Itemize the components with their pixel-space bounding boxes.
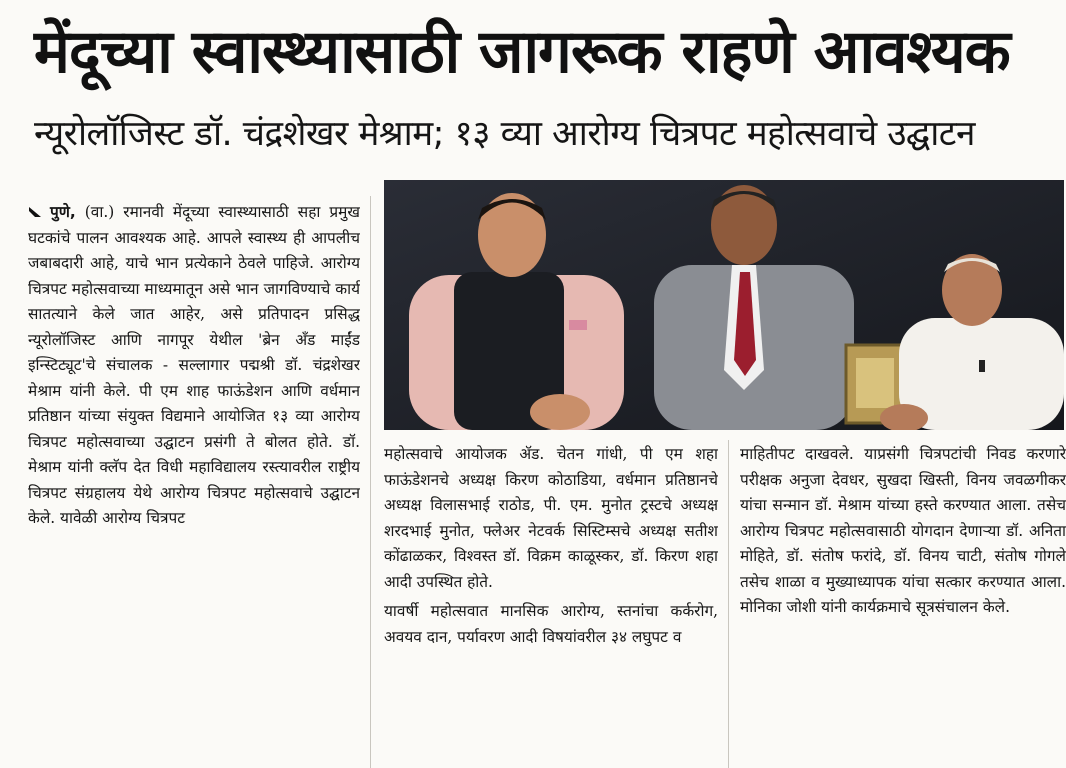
- event-photo-illustration: [384, 180, 1064, 430]
- event-photo: [384, 180, 1064, 430]
- article-column-1: [28, 200, 360, 768]
- column-divider-2: [728, 440, 729, 768]
- article-column-2: [384, 442, 718, 768]
- column-2-paragraph-2: यावर्षी महोत्सवात मानसिक आरोग्य, स्तनांचा कर्करोग, अवयव दान, पर्यावरण आदी विषयांवरील ३४ लघुपट व: [384, 602, 718, 646]
- headline: मेंदूच्या स्वास्थ्यासाठी जागरूक राहणे आवश्यक: [34, 17, 1010, 87]
- article-paragraph: [28, 200, 360, 532]
- dateline-arrow-icon: [28, 205, 42, 219]
- column-1-text: रमानवी मेंदूच्या स्वास्थ्यासाठी सहा प्रमुख घटकांचे पालन आवश्यक आहे. आपले स्वास्थ्य ही आपलीच जबाबदारी आहे, याचे भान प्रत्येकाने ठेवले पाहिजे. आरोग्य चित्रपट महोत्सवाच्या माध्यमातून असे भान जागविण्याचे कार्य सातत्याने केले जात आहेर, असे प्रतिपादन प्रसिद्ध न्यूरोलॉजिस्ट आणि नागपूर येथील 'ब्रेन अँड माईंड इन्स्टिट्यूट'चे संचालक - सल्लागार पद्मश्री डॉ. चंद्रशेखर मेश्राम यांनी केले. पी एम शाह फाऊंडेशन आणि वर्धमान प्रतिष्ठान यांच्या संयुक्त विद्यमाने आयोजित १३ व्या आरोग्य चित्रपट महोत्सवाच्या उद्घाटन प्रसंगी ते बोलत होते. डॉ. मेश्राम यांनी क्लॅप देत विधी महाविद्यालय रस्त्यावरील राष्ट्रीय चित्रपट संग्रहालय येथे आरोग्य चित्रपट महोत्सवाचे उद्घाटन केले. यावेळी आरोग्य चित्रपट: [28, 203, 360, 527]
- column-3-paragraph: माहितीपट दाखवले. याप्रसंगी चित्रपटांची निवड करणारे परीक्षक अनुजा देवधर, सुखदा खिस्ती, विनय जवळगीकर यांचा सन्मान डॉ. मेश्राम यांच्या हस्ते करण्यात आला. तसेच आरोग्य चित्रपट महोत्सवासाठी योगदान देणाऱ्या डॉ. अनिता मोहिते, डॉ. संतोष फरांदे, डॉ. विनय चाटी, संतोष गोगले तसेच शाळा व मुख्याध्यापक यांचा सत्कार करण्यात आला. मोनिका जोशी यांनी कार्यक्रमाचे सूत्रसंचालन केले.: [740, 445, 1066, 616]
- column-divider-1: [370, 196, 371, 768]
- dateline-city: पुणे,: [50, 203, 76, 221]
- subheadline: न्यूरोलॉजिस्ट डॉ. चंद्रशेखर मेश्राम; १३ व्या आरोग्य चित्रपट महोत्सवाचे उद्घाटन: [34, 114, 975, 154]
- dateline-agency: (वा.): [84, 203, 115, 221]
- column-2-paragraph-1: महोत्सवाचे आयोजक ॲड. चेतन गांधी, पी एम शहा फाऊंडेशनचे अध्यक्ष किरण कोठाडिया, वर्धमान प्रतिष्ठानचे अध्यक्ष विलासभाई राठोड, पी. एम. मुनोत ट्रस्टचे अध्यक्ष शरदभाई मुनोत, फ्लेअर नेटवर्क सिस्टिम्सचे अध्यक्ष सतीश कोंढाळकर, विश्वस्त डॉ. विक्रम काळूस्कर, डॉ. किरण शहा आदी उपस्थित होते.: [384, 445, 718, 591]
- article-column-3: [740, 442, 1066, 768]
